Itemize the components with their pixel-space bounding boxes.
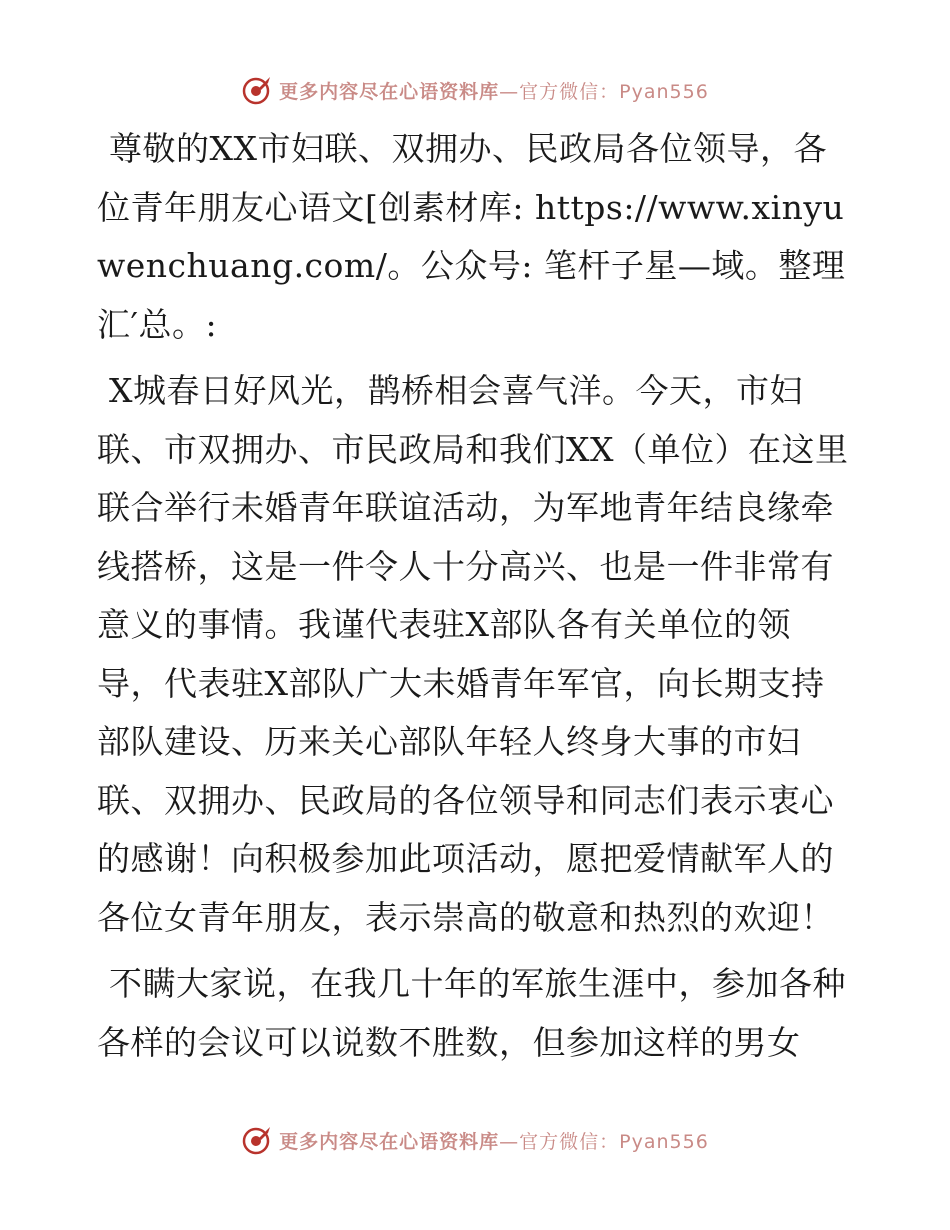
paragraph-reflection: 不瞒大家说，在我几十年的军旅生涯中，参加各种各样的会议可以说数不胜数，但参加这样的男女 [97,964,846,1062]
paragraph-opening: X城春日好风光，鹊桥相会喜气洋。今天，市妇联、市双拥办、市民政局和我们XX（单位）在这里联合举行未婚青年联谊活动，为军地青年结良缘牵线搭桥，这是一件令人十分高兴、也是一件非常有意义的事情。我谨代表驻X部队各有关单位的领导，代表驻X部队广大未婚青年军官，向长期支持部队建设、历来关心部队年轻人终身大事的市妇联、双拥办、民政局的各位领导和同志们表示衷心的感谢！向积极参加此项活动，愿把爱情献军人的各位女青年朋友，表示崇高的敬意和热烈的欢迎！ [97,371,849,937]
header-banner-sub-text: —官方微信：Pyan556 [499,80,709,103]
header-watermark-banner [0,70,950,110]
quill-logo-icon [241,74,273,106]
footer-banner-main-text: 更多内容尽在心语资料库 [279,1130,500,1153]
footer-banner-sub-text: —官方微信：Pyan556 [499,1130,709,1153]
document-body [97,120,857,1080]
header-banner-main-text: 更多内容尽在心语资料库 [279,80,500,103]
footer-watermark-banner [0,1120,950,1160]
paragraph-salutation: 尊敬的XX市妇联、双拥办、民政局各位领导，各位青年朋友心语文[创素材库: https://www.xinyuwenchuang.com/。公众号: 笔杆子星—域。整理汇′总。: [97,129,846,344]
quill-logo-icon [241,1124,273,1156]
